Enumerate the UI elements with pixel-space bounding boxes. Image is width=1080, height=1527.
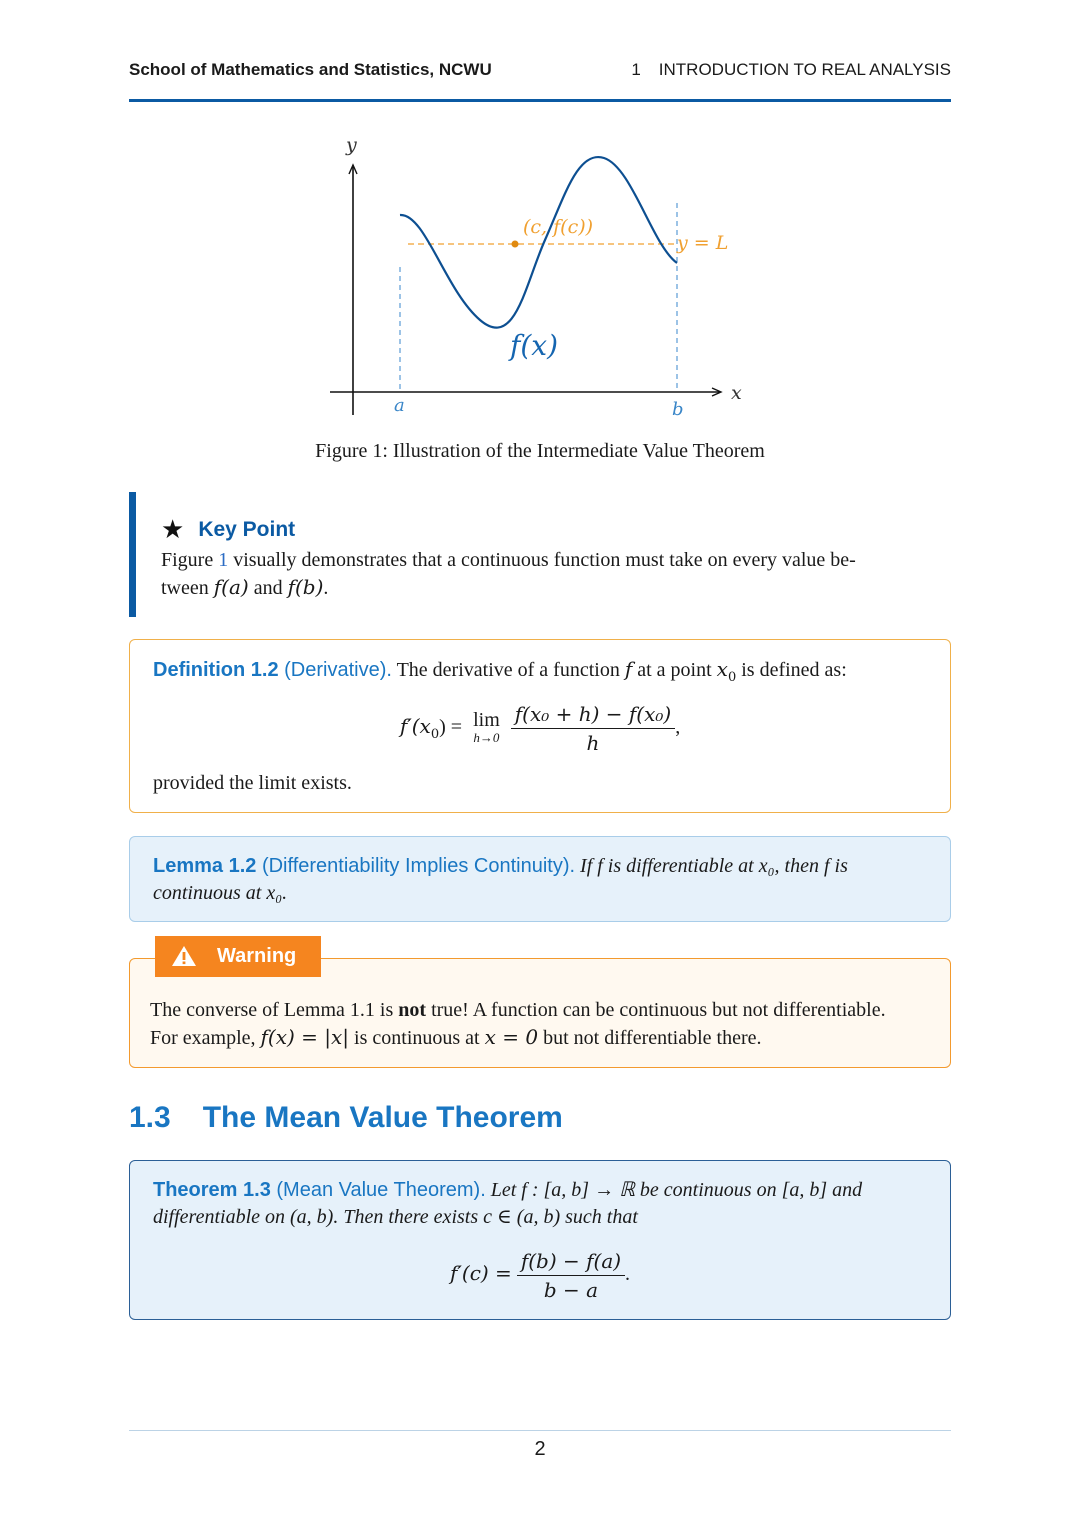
lemma-line2: continuous at x₀.	[153, 882, 288, 904]
theorem-name: (Mean Value Theorem).	[276, 1179, 486, 1201]
theorem-line2: differentiable on (a, b). Then there exists c ∈ (a, b) such that	[153, 1206, 638, 1228]
section-heading	[129, 1101, 563, 1135]
mvt-fraction	[517, 1249, 625, 1302]
lemma-number: Lemma 1.2	[153, 855, 257, 877]
derivative-formula	[130, 702, 950, 755]
formula-lhs: f′(x	[399, 714, 431, 739]
key-point-title-text: Key Point	[198, 518, 296, 541]
warning-line2-pre: For example,	[150, 1027, 261, 1049]
function-curve	[400, 157, 677, 328]
kp-and: and	[248, 577, 288, 599]
lemma-box	[129, 836, 951, 922]
warning-line1-post: true! A function can be continuous but not differentiable.	[426, 999, 886, 1021]
header-section	[631, 60, 951, 80]
kp-line2-pre: tween	[161, 577, 214, 599]
limit	[473, 708, 500, 747]
mvt-formula	[130, 1249, 950, 1302]
mvt-numerator: f(b) − f(a)	[517, 1249, 625, 1276]
definition-box	[129, 639, 951, 813]
definition-x0-sub: 0	[727, 670, 737, 685]
header-rule	[129, 99, 951, 102]
mvt-lhs: f′(c) =	[449, 1261, 512, 1286]
warning-tab	[155, 936, 321, 977]
line-label: y = L	[677, 232, 729, 254]
definition-name: (Derivative).	[284, 659, 392, 681]
definition-x0-base: x	[716, 657, 728, 681]
star-icon: ★	[161, 514, 185, 544]
header-section-title: INTRODUCTION TO REAL ANALYSIS	[658, 60, 951, 79]
lemma-label	[153, 855, 575, 877]
x-axis-label: x	[731, 382, 742, 404]
key-point-body	[161, 547, 936, 602]
difference-quotient	[511, 702, 675, 755]
mvt-period: .	[625, 1263, 631, 1286]
key-point-bar	[129, 492, 136, 617]
key-point-box	[129, 492, 951, 617]
formula-lhs-end: ) =	[439, 716, 463, 739]
warning-icon	[171, 944, 197, 968]
figure-ref-link[interactable]: 1	[218, 549, 229, 571]
kp-fb: f(b)	[287, 575, 324, 599]
warning-bold: not	[398, 999, 427, 1021]
theorem-line1: Let f : [a, b] → ℝ be continuous on [a, b] and	[490, 1179, 863, 1201]
definition-f: f	[624, 657, 633, 681]
limit-word: lim	[473, 708, 500, 731]
curve-label: f(x)	[510, 329, 559, 362]
theorem-number: Theorem 1.3	[153, 1179, 271, 1201]
b-label: b	[672, 399, 684, 420]
header-school: School of Mathematics and Statistics, NCWU	[129, 60, 492, 79]
formula-lhs-sub	[430, 714, 440, 743]
lemma-name: (Differentiability Implies Continuity).	[261, 855, 576, 877]
definition-after: provided the limit exists.	[153, 772, 352, 794]
definition-text: The derivative of a function	[396, 659, 620, 681]
kp-fa: f(a)	[213, 575, 249, 599]
ivt-figure	[300, 125, 780, 425]
limit-sub: h→0	[473, 729, 500, 745]
warning-title: Warning	[217, 945, 297, 967]
a-label: a	[394, 395, 405, 416]
kp-end: .	[323, 577, 329, 599]
definition-label	[153, 659, 392, 681]
figure-caption: Figure 1: Illustration of the Intermediate Value Theorem	[315, 440, 765, 462]
warning-text	[150, 997, 886, 1052]
header-section-number: 1	[631, 60, 641, 79]
warning-line2-mid: is continuous at	[349, 1027, 485, 1049]
kp-text-pre: Figure	[161, 549, 219, 571]
definition-x0	[716, 657, 737, 685]
section-number: 1.3	[129, 1101, 171, 1134]
kp-text-post: visually demonstrates that a continuous function must take on every value be-	[228, 549, 856, 571]
point-label: (c, f(c))	[523, 216, 594, 238]
y-axis-label: y	[346, 134, 357, 156]
definition-line	[153, 656, 847, 691]
page-number: 2	[534, 1438, 546, 1460]
warning-line1-pre: The converse of Lemma 1.1 is	[150, 999, 399, 1021]
footer-rule	[129, 1430, 951, 1431]
formula-comma: ,	[675, 716, 681, 739]
intersection-point	[512, 241, 519, 248]
ivt-plot	[300, 125, 780, 425]
warning-math1: f(x) = |x|	[260, 1025, 350, 1049]
definition-number: Definition 1.2	[153, 659, 279, 681]
theorem-box	[129, 1160, 951, 1320]
dq-numerator: f(x₀ + h) − f(x₀)	[511, 702, 675, 729]
definition-defined: is defined as:	[741, 659, 847, 681]
dq-denominator: h	[586, 731, 600, 755]
warning-line2-post: but not differentiable there.	[538, 1027, 762, 1049]
page-header	[129, 60, 951, 82]
warning-math2: x = 0	[484, 1025, 539, 1049]
lemma-line1: If f is differentiable at x₀, then f is	[580, 855, 848, 877]
definition-at-point: at a point	[637, 659, 712, 681]
theorem-label	[153, 1179, 486, 1201]
formula-lhs-sub-text: 0	[430, 727, 440, 743]
lemma-text	[153, 853, 848, 907]
theorem-text	[153, 1177, 862, 1231]
key-point-title	[161, 512, 295, 543]
section-title: The Mean Value Theorem	[202, 1101, 563, 1134]
mvt-denominator: b − a	[543, 1278, 599, 1302]
